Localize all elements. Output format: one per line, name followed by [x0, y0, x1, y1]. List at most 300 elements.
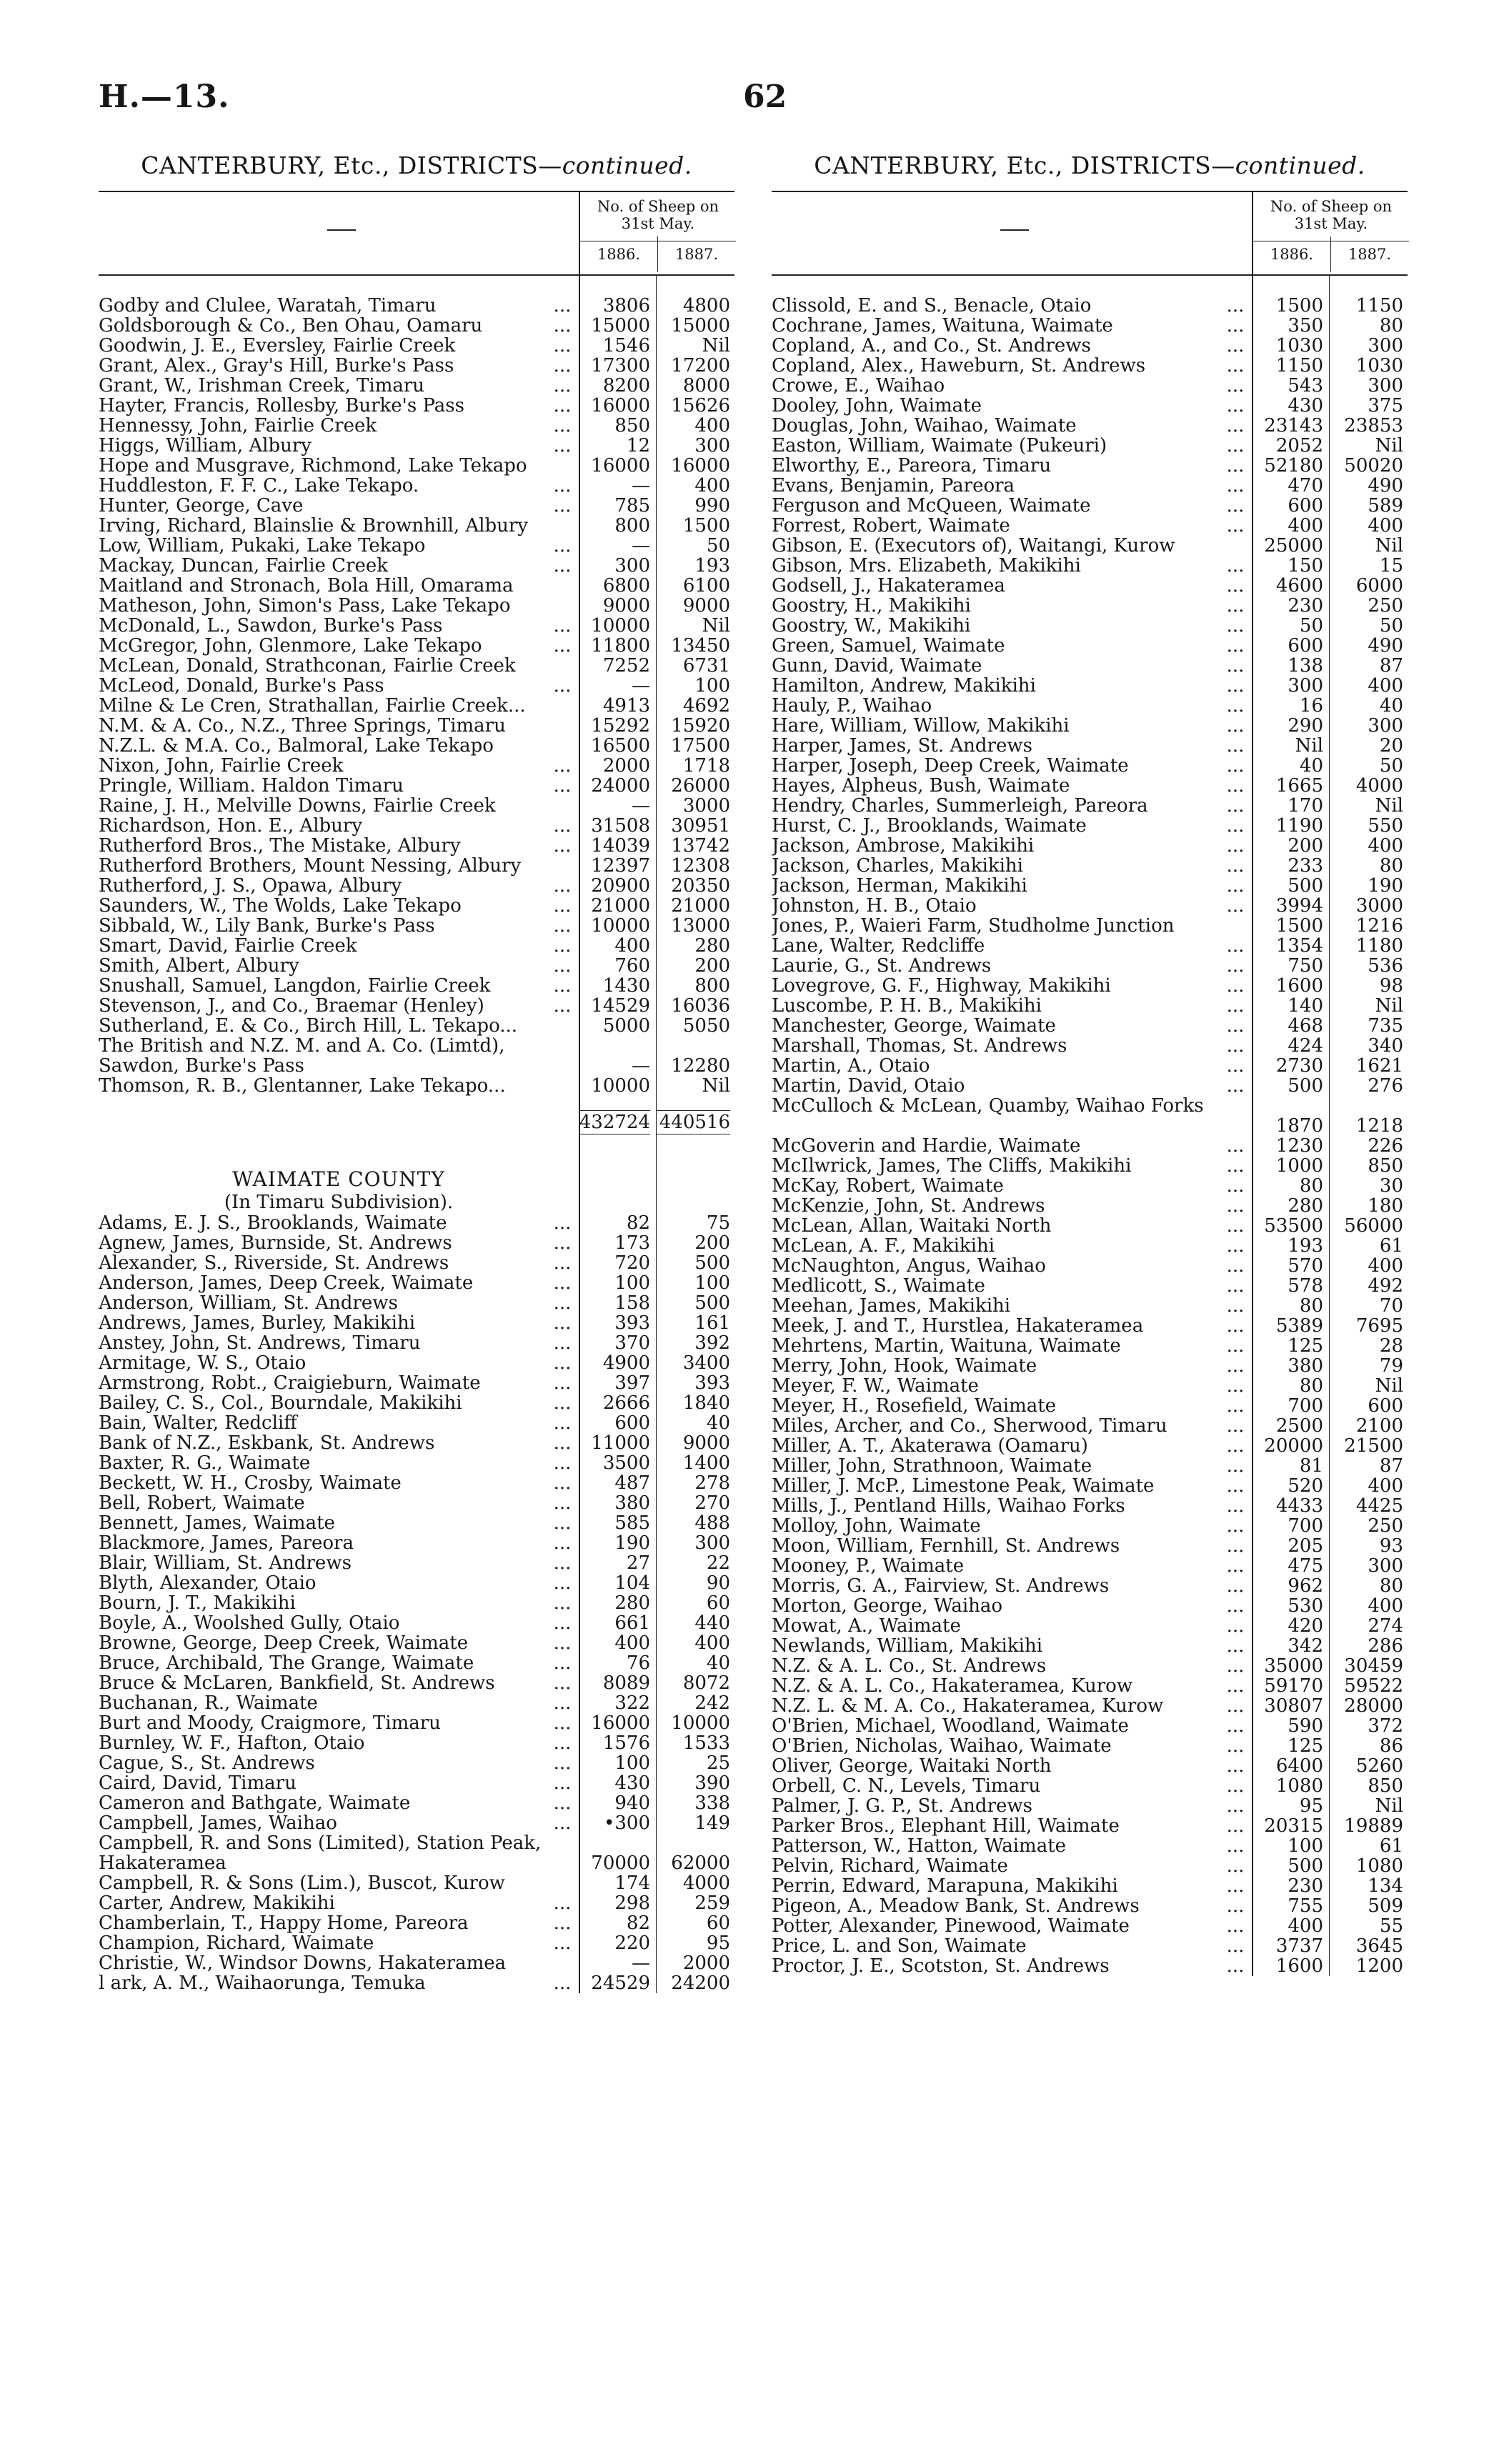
table-row: [99, 1036, 734, 1076]
owner-name: Campbell, James, Waihao: [99, 1813, 337, 1833]
sheep-1886: —: [632, 1055, 650, 1077]
leader-dots: ...: [1226, 1875, 1245, 1897]
leader-dots: ...: [553, 1232, 572, 1254]
table-row: [772, 416, 1408, 436]
leader-dots: ...: [1226, 1055, 1245, 1077]
sheep-1887: 13742: [671, 835, 730, 857]
sheep-1887: Nil: [702, 615, 730, 637]
table-row: [772, 1056, 1408, 1076]
table-row: [772, 1316, 1408, 1336]
owner-name: Huddleston, F. F. C., Lake Tekapo.: [99, 476, 419, 496]
table-row: [772, 856, 1408, 876]
owner-name: Higgs, William, Albury: [99, 436, 312, 456]
table-row: [99, 756, 734, 776]
sheep-1886: 2500: [1275, 1415, 1323, 1437]
owner-name: Raine, J. H., Melville Downs, Fairlie Creek: [99, 796, 496, 816]
leader-dots: ...: [1226, 1195, 1245, 1217]
sheep-1886: 1150: [1275, 355, 1323, 376]
owner-name: Rutherford Bros., The Mistake, Albury: [99, 836, 461, 856]
right-rows: [772, 296, 1408, 1976]
owner-name: Godsell, J., Hakateramea: [772, 576, 1005, 596]
leader-dots: ...: [1226, 1555, 1245, 1577]
sheep-1886: 1430: [602, 975, 650, 997]
sheep-1886: 82: [626, 1212, 650, 1234]
owner-name: Mooney, P., Waimate: [772, 1556, 965, 1576]
table-row: [772, 1336, 1408, 1356]
table-row: [772, 1356, 1408, 1376]
leader-dots: ...: [1226, 595, 1245, 617]
owner-name: Campbell, R. & Sons (Lim.), Buscot, Kurow: [99, 1873, 505, 1893]
sheep-1886: 205: [1288, 1535, 1323, 1557]
sheep-1886: 16000: [591, 395, 650, 417]
sheep-1887: Nil: [1375, 1375, 1403, 1397]
table-row: [99, 416, 734, 436]
owner-name: McLean, A. F., Makikihi: [772, 1236, 995, 1256]
sheep-1886: 600: [1288, 495, 1323, 517]
table-row: [772, 1696, 1408, 1716]
sheep-1887: 6100: [682, 575, 730, 597]
sheep-1886: 220: [614, 1932, 650, 1954]
owner-name: Mehrtens, Martin, Waituna, Waimate: [772, 1336, 1121, 1356]
table-row: [772, 436, 1408, 456]
sheep-1886: —: [632, 535, 650, 557]
right-name-column-header: [1000, 229, 1029, 231]
table-row: [99, 976, 734, 996]
table-row: [772, 456, 1408, 476]
owner-name: Buchanan, R., Waimate: [99, 1693, 318, 1713]
owner-name: Johnston, H. B., Otaio: [772, 896, 977, 916]
leader-dots: ...: [553, 1452, 572, 1474]
sheep-1887: 259: [694, 1892, 730, 1914]
leader-dots: ...: [553, 1432, 572, 1454]
owner-name: Goodwin, J. E., Eversley, Fairlie Creek: [99, 336, 456, 356]
sheep-1887: 13450: [671, 635, 730, 657]
sheep-1887: Nil: [702, 335, 730, 356]
leader-dots: ...: [1226, 1795, 1245, 1817]
owner-name: Potter, Alexander, Pinewood, Waimate: [772, 1916, 1130, 1936]
sheep-1886: 1546: [602, 335, 650, 356]
sheep-1886: —: [632, 795, 650, 817]
table-row: [772, 676, 1408, 696]
leader-dots: ...: [1226, 855, 1245, 877]
owner-name: Irving, Richard, Blainslie & Brownhill, Albury: [99, 516, 528, 536]
sheep-1886: 755: [1288, 1895, 1323, 1917]
sheep-1886: 14529: [591, 995, 650, 1017]
sheep-1886: 20900: [591, 875, 650, 897]
left-column: [99, 146, 734, 1993]
sheep-1887: Nil: [1375, 535, 1403, 557]
sheep-1886: 80: [1299, 1175, 1323, 1197]
table-row: [99, 1933, 734, 1953]
leader-dots: ...: [553, 675, 572, 697]
owner-name: Campbell, R. and Sons (Limited), Station Peak, Hakateramea: [99, 1833, 542, 1873]
leader-dots: ...: [553, 1792, 572, 1814]
table-row: [772, 656, 1408, 676]
owner-name: Mackay, Duncan, Fairlie Creek: [99, 556, 389, 576]
sheep-1886: 4900: [602, 1352, 650, 1374]
sheep-1887: 95: [706, 1932, 730, 1954]
table-row: [772, 1596, 1408, 1616]
owner-name: Blackmore, James, Pareora: [99, 1533, 354, 1553]
leader-dots: ...: [553, 1612, 572, 1634]
sheep-1886: 52180: [1264, 455, 1323, 477]
table-row: [772, 1536, 1408, 1556]
leader-dots: ...: [1226, 1455, 1245, 1477]
owner-name: Goostry, W., Makikihi: [772, 616, 971, 636]
owner-name: Hurst, C. J., Brooklands, Waimate: [772, 816, 1087, 836]
owner-name: McLean, Donald, Strathconan, Fairlie Creek: [99, 656, 516, 676]
sheep-1886: 585: [614, 1512, 650, 1534]
owner-name: Burnley, W. F., Hafton, Otaio: [99, 1733, 365, 1753]
table-row: [772, 336, 1408, 356]
sheep-1886: 174: [614, 1872, 650, 1894]
sheep-1886: 298: [614, 1892, 650, 1914]
leader-dots: ...: [1226, 715, 1245, 737]
leader-dots: ...: [553, 955, 572, 977]
sheep-1887: 70: [1379, 1295, 1403, 1317]
sheep-1886: 25000: [1264, 535, 1323, 557]
leader-dots: ...: [1226, 635, 1245, 657]
sheep-1887: 16000: [671, 455, 730, 477]
leader-dots: ...: [553, 335, 572, 356]
sheep-1887: 440: [694, 1612, 730, 1634]
leader-dots: ...: [553, 1592, 572, 1614]
sheep-1887: 200: [694, 955, 730, 977]
owner-name: Green, Samuel, Waimate: [772, 636, 1005, 656]
sheep-1887: 28000: [1344, 1695, 1403, 1717]
table-row: [772, 916, 1408, 936]
sheep-1886: 59170: [1264, 1675, 1323, 1697]
sheep-1886: 578: [1288, 1275, 1323, 1297]
sheep-1886: 4913: [602, 695, 650, 717]
sheep-1887: 60: [706, 1912, 730, 1934]
leader-dots: ...: [1226, 1215, 1245, 1237]
sheep-1886: 173: [614, 1232, 650, 1254]
leader-dots: ...: [1226, 1775, 1245, 1797]
sheep-1887: 2000: [682, 1952, 730, 1974]
table-row: [772, 1876, 1408, 1896]
sheep-1886: 2730: [1275, 1055, 1323, 1077]
sheep-1887: 87: [1379, 1455, 1403, 1477]
owner-name: Goldsborough & Co., Ben Ohau, Oamaru: [99, 316, 483, 336]
owner-name: Milne & Le Cren, Strathallan, Fairlie Creek...: [99, 696, 526, 716]
sheep-1886: 10000: [591, 615, 650, 637]
sheep-1887: 80: [1379, 315, 1403, 336]
owner-name: Harper, James, St. Andrews: [772, 736, 1032, 756]
sheep-1887: 20: [1379, 735, 1403, 757]
sheep-1887: 400: [1368, 675, 1403, 697]
owner-name: Newlands, William, Makikihi: [772, 1636, 1043, 1656]
leader-dots: ...: [1226, 1535, 1245, 1557]
table-row: [772, 1776, 1408, 1796]
left-district-rows: [99, 296, 734, 1096]
leader-dots: ...: [1226, 815, 1245, 837]
owner-name: N.Z. & A. L. Co., Hakateramea, Kurow: [772, 1676, 1133, 1696]
table-row: [772, 896, 1408, 916]
sheep-1886: 16000: [591, 455, 650, 477]
sheep-1886: 230: [1288, 595, 1323, 617]
owner-name: Blair, William, St. Andrews: [99, 1553, 352, 1573]
sheep-1887: 30459: [1344, 1655, 1403, 1677]
sheep-1887: 800: [694, 975, 730, 997]
table-row: [99, 1633, 734, 1653]
owner-name: O'Brien, Michael, Woodland, Waimate: [772, 1716, 1129, 1736]
sheep-1887: 9000: [682, 1432, 730, 1454]
owner-name: Matheson, John, Simon's Pass, Lake Tekapo: [99, 596, 511, 616]
table-row: [99, 1913, 734, 1933]
leader-dots: ...: [1226, 1515, 1245, 1537]
owner-name: Proctor, J. E., Scotston, St. Andrews: [772, 1956, 1110, 1976]
table-row: [99, 316, 734, 336]
table-row: [99, 916, 734, 936]
leader-dots: ...: [553, 935, 572, 957]
owner-name: Adams, E. J. S., Brooklands, Waimate: [99, 1213, 447, 1233]
sheep-1887: 61: [1379, 1835, 1403, 1857]
sheep-1887: 276: [1368, 1075, 1403, 1097]
leader-dots: ...: [553, 895, 572, 917]
owner-name: The British and N.Z. M. and A. Co. (Limtd), Sawdon, Burke's Pass: [99, 1036, 505, 1076]
leader-dots: ...: [1226, 375, 1245, 396]
sheep-1886: 342: [1288, 1635, 1323, 1657]
sheep-1887: 400: [1368, 835, 1403, 857]
leader-dots: ...: [553, 1212, 572, 1234]
sheep-1887: 21000: [671, 895, 730, 917]
sheep-1887: 1218: [1355, 1115, 1403, 1137]
sheep-1887: 500: [694, 1292, 730, 1314]
owner-name: McDonald, L., Sawdon, Burke's Pass: [99, 616, 443, 636]
table-row: [99, 876, 734, 896]
leader-dots: ...: [553, 975, 572, 997]
sheep-1886: 125: [1288, 1335, 1323, 1357]
leader-dots: ...: [553, 755, 572, 777]
table-row: [99, 1353, 734, 1373]
leader-dots: ...: [1226, 1395, 1245, 1417]
sheep-1887: 1180: [1355, 935, 1403, 957]
owner-name: McGoverin and Hardie, Waimate: [772, 1136, 1081, 1156]
sheep-1887: 375: [1368, 395, 1403, 417]
sheep-1887: 28: [1379, 1335, 1403, 1357]
right-column: [772, 146, 1408, 1976]
table-row: [772, 1496, 1408, 1516]
spacer: [772, 276, 1408, 296]
sheep-1887: 1621: [1355, 1055, 1403, 1077]
owner-name: Patterson, W., Hatton, Waimate: [772, 1836, 1067, 1856]
owner-name: Oliver, George, Waitaki North: [772, 1756, 1052, 1776]
table-row: [99, 1753, 734, 1773]
sheep-1886: 20000: [1264, 1435, 1323, 1457]
sheep-1887: 80: [1379, 855, 1403, 877]
table-row: [99, 1016, 734, 1036]
sheep-1886: 280: [1288, 1195, 1323, 1217]
sheep-1886: 76: [626, 1652, 650, 1674]
table-row: [99, 1433, 734, 1453]
sheep-1886: 400: [614, 935, 650, 957]
table-row: [772, 476, 1408, 496]
sheep-1886: 850: [614, 415, 650, 437]
leader-dots: ...: [1226, 495, 1245, 517]
leader-dots: ...: [553, 1332, 572, 1354]
sheep-1886: 100: [614, 1752, 650, 1774]
sheep-1886: 7252: [602, 655, 650, 677]
owner-name: Hennessy, John, Fairlie Creek: [99, 416, 377, 436]
leader-dots: ...: [1226, 875, 1245, 897]
leader-dots: ...: [553, 915, 572, 937]
leader-dots: ...: [1226, 455, 1245, 477]
table-row: [99, 1693, 734, 1713]
sheep-1886: 1665: [1275, 775, 1323, 797]
sheep-1886: 720: [614, 1252, 650, 1274]
table-row: [772, 1736, 1408, 1756]
table-row: [99, 1613, 734, 1633]
owner-name: Low, William, Pukaki, Lake Tekapo: [99, 536, 426, 556]
table-row: [99, 1973, 734, 1993]
sheep-1887: 492: [1368, 1275, 1403, 1297]
owner-name: Easton, William, Waimate (Pukeuri): [772, 436, 1107, 456]
owner-name: O'Brien, Nicholas, Waihao, Waimate: [772, 1736, 1112, 1756]
owner-name: McLean, Allan, Waitaki North: [772, 1216, 1052, 1236]
sheep-1887: 300: [1368, 715, 1403, 737]
sheep-1886: 138: [1288, 655, 1323, 677]
table-row: [99, 1813, 734, 1833]
table-row: [772, 1836, 1408, 1856]
sheep-1886: 81: [1299, 1455, 1323, 1477]
table-row: [772, 816, 1408, 836]
sheep-1887: 8072: [682, 1672, 730, 1694]
leader-dots: ...: [1226, 795, 1245, 817]
sheep-1886: 962: [1288, 1575, 1323, 1597]
owner-name: McNaughton, Angus, Waihao: [772, 1256, 1046, 1276]
sheep-1887: 7695: [1355, 1315, 1403, 1337]
owner-name: Baxter, R. G., Waimate: [99, 1453, 311, 1473]
table-row: [99, 296, 734, 316]
owner-name: Goostry, H., Makikihi: [772, 596, 971, 616]
sheep-1887: 6000: [1355, 575, 1403, 597]
sheep-1887: 550: [1368, 815, 1403, 837]
owner-name: Harper, Joseph, Deep Creek, Waimate: [772, 756, 1129, 776]
sheep-1887: 75: [706, 1212, 730, 1234]
sheep-1887: 17200: [671, 355, 730, 376]
owner-name: Mowat, A., Waimate: [772, 1616, 961, 1636]
sheep-1886: 500: [1288, 1075, 1323, 1097]
leader-dots: ...: [553, 1812, 572, 1834]
sheep-1887: 4692: [682, 695, 730, 717]
owner-name: McGregor, John, Glenmore, Lake Tekapo: [99, 636, 482, 656]
table-row: [99, 636, 734, 656]
leader-dots: ...: [553, 835, 572, 857]
table-row: [99, 356, 734, 376]
leader-dots: ...: [553, 1272, 572, 1294]
owner-name: Hare, William, Willow, Makikihi: [772, 716, 1070, 736]
sheep-1886: 15292: [591, 715, 650, 737]
sheep-1887: 589: [1368, 495, 1403, 517]
county-subheading: (In Timaru Subdivision).: [224, 1192, 454, 1213]
sheep-1886: 280: [614, 1592, 650, 1614]
leader-dots: ...: [553, 535, 572, 557]
sheep-1887: 600: [1368, 1395, 1403, 1417]
sheep-1887: 400: [1368, 1595, 1403, 1617]
sheep-1886: 30807: [1264, 1695, 1323, 1717]
sheep-1886: 424: [1288, 1035, 1323, 1057]
sheep-1887: 270: [694, 1492, 730, 1514]
sheep-1886: 475: [1288, 1555, 1323, 1577]
leader-dots: ...: [553, 1532, 572, 1554]
table-row: [99, 1213, 734, 1233]
table-row: [99, 376, 734, 396]
table-row: [99, 336, 734, 356]
right-year-1887: 1887.: [1330, 236, 1408, 272]
sheep-1887: 3645: [1355, 1935, 1403, 1957]
table-row: [99, 1953, 734, 1973]
table-row: [772, 536, 1408, 556]
left-name-column-header: [327, 229, 356, 231]
sheep-1886: 16500: [591, 735, 650, 757]
leader-dots: ...: [553, 495, 572, 517]
leader-dots: ...: [553, 1372, 572, 1394]
table-row: [99, 516, 734, 536]
sheep-1886: 35000: [1264, 1655, 1323, 1677]
owner-name: Perrin, Edward, Marapuna, Makikihi: [772, 1876, 1118, 1896]
table-row: [99, 1653, 734, 1673]
sheep-1887: 93: [1379, 1535, 1403, 1557]
sheep-1887: 226: [1368, 1135, 1403, 1157]
sheep-1886: 100: [1288, 1835, 1323, 1857]
owner-name: Browne, George, Deep Creek, Waimate: [99, 1633, 469, 1653]
owner-name: Thomson, R. B., Glentanner, Lake Tekapo...: [99, 1076, 506, 1096]
table-row: [772, 1636, 1408, 1656]
table-row: [99, 996, 734, 1016]
table-row: [772, 496, 1408, 516]
table-row: [772, 736, 1408, 756]
sheep-1886: 785: [614, 495, 650, 517]
left-group-label: No. of Sheep on 31st May.: [580, 192, 736, 241]
sheep-1886: 170: [1288, 795, 1323, 817]
owner-name: Jackson, Herman, Makikihi: [772, 876, 1027, 896]
leader-dots: ...: [553, 1732, 572, 1754]
table-row: [99, 1593, 734, 1613]
owner-name: McIlwrick, James, The Cliffs, Makikihi: [772, 1156, 1132, 1176]
sheep-1887: 242: [694, 1692, 730, 1714]
owner-name: Carter, Andrew, Makikihi: [99, 1893, 335, 1913]
sheep-1886: 380: [1288, 1355, 1323, 1377]
table-row: [772, 876, 1408, 896]
table-row: [772, 776, 1408, 796]
sheep-1886: 543: [1288, 375, 1323, 396]
sheep-1887: 400: [694, 1632, 730, 1654]
owner-name: McLeod, Donald, Burke's Pass: [99, 676, 384, 696]
sheep-1887: 16036: [671, 995, 730, 1017]
owner-name: Jones, P., Waieri Farm, Studholme Junction: [772, 916, 1175, 936]
owner-name: Jackson, Charles, Makikihi: [772, 856, 1023, 876]
sheep-1886: 20315: [1264, 1815, 1323, 1837]
sheep-1887: 3000: [1355, 895, 1403, 917]
leader-dots: ...: [1226, 1235, 1245, 1257]
leader-dots: ...: [1226, 1415, 1245, 1437]
owner-name: Douglas, John, Waihao, Waimate: [772, 416, 1077, 436]
table-row: [772, 1956, 1408, 1976]
owner-name: Snushall, Samuel, Langdon, Fairlie Creek: [99, 976, 491, 996]
table-row: [772, 976, 1408, 996]
table-row: [99, 1233, 734, 1253]
leader-dots: ...: [553, 815, 572, 837]
sheep-1887: 161: [694, 1312, 730, 1334]
sheep-1887: 4000: [1355, 775, 1403, 797]
leader-dots: ...: [1226, 295, 1245, 316]
leader-dots: ...: [1226, 1255, 1245, 1277]
table-row: [99, 496, 734, 516]
left-sheep-count-header: [579, 192, 736, 274]
leader-dots: ...: [1226, 895, 1245, 917]
table-row: [99, 1513, 734, 1533]
